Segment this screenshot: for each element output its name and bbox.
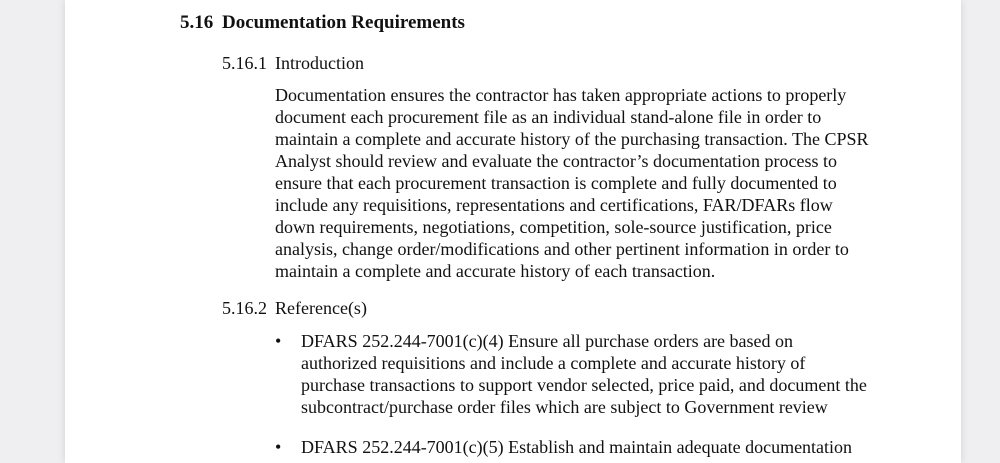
list-item-line: subcontract/purchase order files which are subject to Government review [301,397,828,417]
paragraph-line: Analyst should review and evaluate the contractor’s documentation process to [275,151,837,171]
section-heading [180,12,465,34]
list-item-line: DFARS 252.244-7001(c)(5) Establish and maintain adequate documentation [301,437,853,457]
subsection-number: 5.16.2 [222,298,267,318]
subsection-title: Reference(s) [275,298,367,318]
paragraph-line: document each procurement file as an individual stand-alone file in order to [275,107,822,127]
paragraph-line: Documentation ensures the contractor has taken appropriate actions to properly [275,85,847,105]
subsection-heading-references [222,298,367,319]
list-item-text [301,436,852,458]
paragraph-line: include any requisitions, representations and certifications, FAR/DFARs flow [275,195,833,215]
section-number: 5.16 [180,12,214,33]
list-item-text [301,330,867,418]
list-item-line: DFARS 252.244-7001(c)(4) Ensure all purchase orders are based on [301,331,794,351]
subsection-title: Introduction [275,53,364,73]
list-item-line: purchase transactions to support vendor selected, price paid, and document the [301,375,867,395]
introduction-paragraph [275,84,869,282]
paragraph-line: maintain a complete and accurate history of the purchasing transaction. The CPSR [275,129,869,149]
paragraph-line: ensure that each procurement transaction is complete and fully documented to [275,173,837,193]
list-item-line: authorized requisitions and include a complete and accurate history of [301,353,806,373]
subsection-heading-introduction [222,53,364,74]
bullet-icon: • [275,331,282,351]
paragraph-line: down requirements, negotiations, competition, sole-source justification, price [275,217,832,237]
paragraph-line: maintain a complete and accurate history of each transaction. [275,261,716,281]
paragraph-line: analysis, change order/modifications and other pertinent information in order to [275,239,849,259]
bullet-icon: • [275,437,282,457]
subsection-number: 5.16.1 [222,53,267,73]
section-title: Documentation Requirements [222,12,465,33]
